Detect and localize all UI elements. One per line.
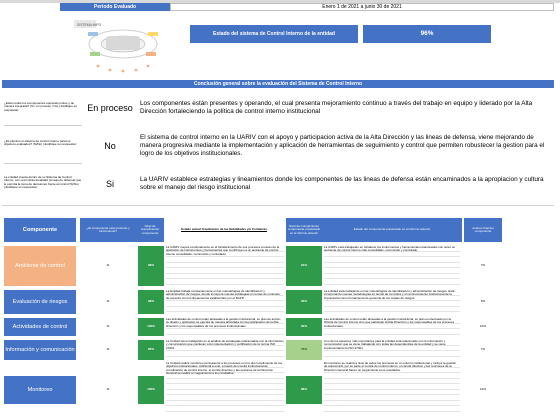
advance-cell: 5%: [480, 299, 486, 304]
present-cell: Si: [106, 263, 110, 268]
conclusion-question: La entidad cuenta dentro de su Sistema de Control Interno, con una institucionalidad (Líneas de defensa) que le permita la toma de decisiones frente al control (Si/No) (Justifique su respuesta):: [4, 175, 82, 189]
col-header-present: ¿El componente está presente y funcionando?: [80, 218, 136, 242]
prev-level-cell: 90%: [286, 318, 322, 336]
col-header-current: Estado actual: Explicacion de las Debilidades y/o Fortalezas: [181, 227, 267, 232]
conclusion-answer: No: [104, 141, 116, 151]
col-header-level: Nivel de Cumplimiento componente: [136, 218, 164, 242]
status-label: Estado del sistema de Control Interno de la entidad: [190, 25, 358, 43]
advance-cell: 7%: [480, 347, 486, 352]
prev-level-cell: 88%: [286, 376, 322, 404]
conclusion-question: ¿Es efectivo el sistema de control interno para los objetivos evaluados? (Si/No) (Justifique su respuesta):: [4, 128, 82, 164]
current-cell: Las actividades de control están alineadas a la gestión institucional, su plan de acción, su diseño y aplicación se ejecuta de manera articulada con la participación de la Alta Dirección y los responsables de los procesos institucionales.: [166, 318, 284, 336]
advance-cell: 12%: [479, 387, 486, 392]
svg-text:SISTEMA MIPG: SISTEMA MIPG: [77, 23, 102, 27]
prev-state-cell: El monitoreo se realiza a nivel de todos los procesos en un entorno institucional y incluye la gestión de autocontrol, por su parte el comité de control interno, el comité directivo y las reuniones de la Dirección General hacen un seguimiento a los resultados.: [324, 362, 460, 414]
section-divider: [2, 205, 554, 206]
component-cell: Ambiente de control: [4, 246, 76, 286]
col-header-advance: Avance final del componente: [464, 218, 502, 242]
present-cell: Si: [106, 324, 110, 329]
col-header-prev-level: Nivel de Cumplimiento componente presentado en el informe anterior: [286, 218, 322, 242]
prev-state-cell: Las actividades de control están alineadas a la gestión institucional, su plan es efectuado por la Oficina de Control Interno sino que participan la Alta Dirección y los responsables de los procesos institucionales.: [324, 318, 460, 336]
period-value: Enero 1 de 2021 a junio 30 de 2021: [170, 3, 554, 11]
present-cell: Si: [106, 347, 110, 352]
period-label: Periodo Evaluado: [60, 3, 170, 11]
present-cell: Si: [106, 387, 110, 392]
status-value: 96%: [363, 25, 491, 43]
level-cell: 100%: [138, 318, 164, 336]
conclusion-question: ¿Están todos los componentes operando juntos y de manera integrada? (Si / en proceso / No) (Justifique su respuesta):: [4, 90, 82, 126]
current-cell: La Unidad realiza monitoreo permanente a los procesos en pro del cumplimiento de los objetivos institucionales. Adicional a esto, a través del comité institucional de coordinación de control interno, el comité directivo y las sesiones de la Dirección General se realiza un seguimiento a los resultados.: [166, 362, 284, 414]
level-cell: 85%: [138, 340, 164, 360]
present-cell: Si: [106, 299, 110, 304]
conclusion-text: Los componentes están presentes y operando, el cual presenta mejoramiento continuo a través del trabajo en equipo y liderado por la Alta Dirección fortaleciendo la política de control interno institucional: [140, 99, 533, 115]
component-cell: Monitoreo: [4, 376, 76, 404]
prev-level-cell: 78%: [286, 340, 322, 360]
current-cell: La Entidad trabaja constantemente en las metodologías de identificación y administración de riesgos, donde incorpora nuevas estrategias en temas de controles, de acuerdo con los lineamientos establecidos por el DAFP.: [166, 290, 284, 314]
component-cell: Información y comunicación: [4, 340, 76, 360]
mipg-diagram: [68, 14, 178, 80]
component-cell: Actividades de control: [4, 318, 76, 336]
level-cell: 100%: [138, 376, 164, 404]
conclusion-table: [2, 90, 554, 202]
component-cell: Evaluación de riesgos: [4, 290, 76, 314]
advance-cell: 7%: [480, 263, 486, 268]
level-cell: 98%: [138, 290, 164, 314]
advance-cell: 10%: [479, 324, 486, 329]
prev-state-cell: La UARIV está trabajando en fortalecer los instrumentos y herramientas relacionados con tener un ambiente de control interno más consolidado, reconocido y controlado.: [324, 246, 460, 286]
conclusion-text: El sistema de control interno en la UARIV con el apoyo y participacion activa de la Alta Dirección y las lineas de defensa, viene mejorando de manera progresiva mediante la implementación y aplicación de herramientas de seguimiento y control que permiten robustecer la gestion para el logro de los objetivos institucionales.: [140, 133, 545, 158]
conclusion-title: Conclusión general sobre la evaluación del Sistema de Control Interno: [2, 80, 554, 88]
prev-state-cell: La entidad está trabajando en las metodologías de identificación y administración de riesgos. Está incorporando nuevas metodologías en temas de controles y el reconocimiento institucional de la importancia como herramienta de gerencia de los mapas de riesgos.: [324, 290, 460, 314]
prev-level-cell: 93%: [286, 290, 322, 314]
col-header-component: Componente: [4, 218, 76, 242]
prev-level-cell: 91%: [286, 246, 322, 286]
current-cell: La UARIV mejora continuamente en el fortalecimiento de sus procesos a través de la aplicación de instrumentos y herramientas que contribuyen a un ambiente de control interno consolidado, reconocido y controlado.: [166, 246, 284, 286]
conclusion-answer: Si: [105, 179, 114, 189]
conclusion-answer: En proceso: [87, 103, 133, 113]
col-header-prev-state: Estado del componente presentado en el informe anterior: [322, 218, 462, 242]
current-cell: La Unidad viene trabajando en el análisis de estrategias relacionadas con la información y comunicación que conllevan a la implementación y certificación de la norma ISO 27001.: [166, 340, 284, 360]
prev-state-cell: Uno de los aspectos más importantes para la entidad está relacionado con la información y comunicación que se viene trabajando con todas las dependencias de la entidad y se viene implementando la ISO 27001.: [324, 340, 460, 360]
conclusion-text: La UARIV establece estrategias y lineamientos donde los componentes de las lineas de defensa están encaminados a la apropiacion y cultura sobre el manejo del riesgo institucional: [140, 175, 544, 191]
level-cell: 98%: [138, 246, 164, 286]
